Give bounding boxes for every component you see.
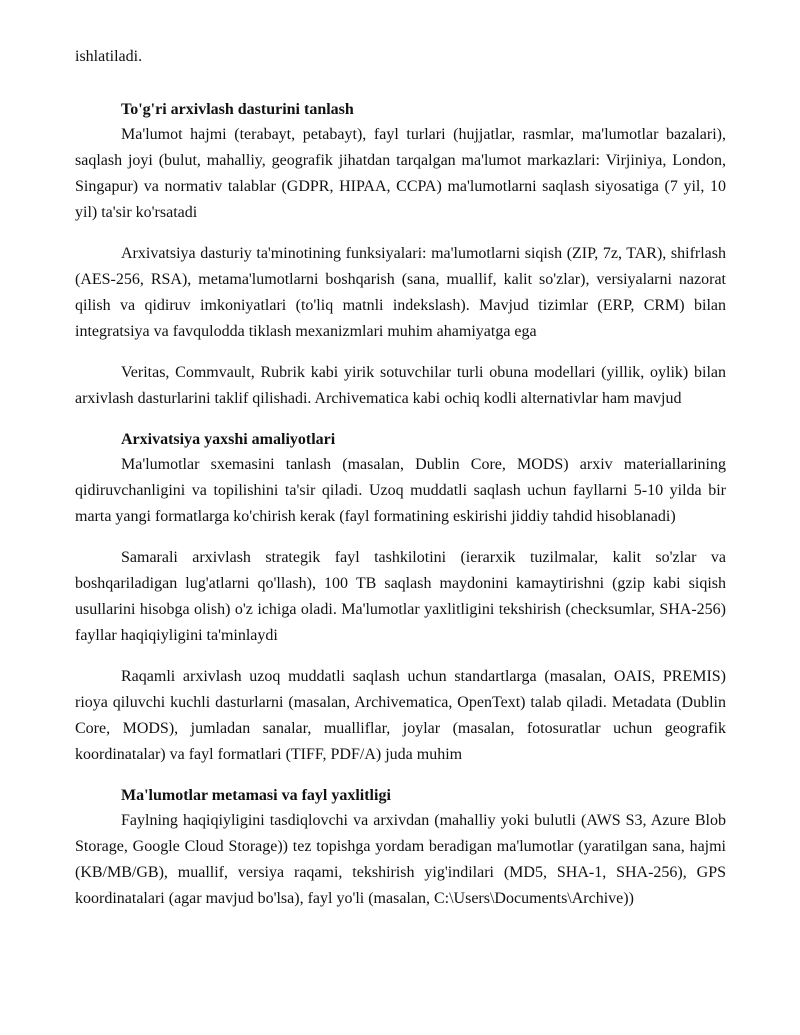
section-software-selection <box>75 98 726 412</box>
paragraph: Ma'lumotlar sxemasini tanlash (masalan, Dublin Core, MODS) arxiv materiallarining qidiruvchanligini va topilishini ta'sir qiladi. Uzoq muddatli saqlash uchun fayllarni 5-10 yilda bir marta yangi formatlarga ko'chirish kerak (fayl formatining eskirishi jiddiy tahdid hisoblanadi) <box>75 456 726 525</box>
section-heading: Arxivatsiya yaxshi amaliyotlari <box>121 431 336 448</box>
paragraph: Arxivatsiya dasturiy ta'minotining funksiyalari: ma'lumotlarni siqish (ZIP, 7z, TAR), shifrlash (AES-256, RSA), metama'lumotlarni boshqarish (sana, muallif, kalit so'zlar), versiyalarni nazorat qilish va qidiruv imkoniyatlari (to'liq matnli indekslash). Mavjud tizimlar (ERP, CRM) bilan integratsiya va favqulodda tiklash mexanizmlari muhim ahamiyatga ega <box>75 245 726 340</box>
section-best-practices <box>75 428 726 768</box>
paragraph: Faylning haqiqiyligini tasdiqlovchi va arxivdan (mahalliy yoki bulutli (AWS S3, Azure Blob Storage, Google Cloud Storage)) tez topishga yordam beradigan ma'lumotlar (yaratilgan sana, hajmi (KB/MB/GB), muallif, versiya raqami, tekshirish yig'indilari (MD5, SHA-1, SHA-256), GPS koordinatalari (agar mavjud bo'lsa), fayl yo'li (masalan, C:\Users\Documents\Archive)) <box>75 812 726 907</box>
paragraph: Ma'lumot hajmi (terabayt, petabayt), fayl turlari (hujjatlar, rasmlar, ma'lumotlar bazalari), saqlash joyi (bulut, mahalliy, geografik jihatdan tarqalgan ma'lumot markazlari: Virjiniya, London, Singapur) va normativ talablar (GDPR, HIPAA, CCPA) ma'lumotlarni saqlash siyosatiga (7 yil, 10 yil) ta'sir ko'rsatadi <box>75 126 726 221</box>
section-metadata-integrity <box>75 784 726 912</box>
document-page <box>75 44 726 928</box>
paragraph: Raqamli arxivlash uzoq muddatli saqlash uchun standartlarga (masalan, OAIS, PREMIS) rioya qiluvchi kuchli dasturlarni (masalan, Archivematica, OpenText) talab qiladi. Metadata (Dublin Core, MODS), jumladan sanalar, mualliflar, joylar (masalan, fotosuratlar uchun geografik koordinatalar) va fayl formatlari (TIFF, PDF/A) juda muhim <box>75 668 726 763</box>
section-heading: Ma'lumotlar metamasi va fayl yaxlitligi <box>121 787 391 804</box>
lead-text: ishlatiladi. <box>75 48 143 65</box>
paragraph: Samarali arxivlash strategik fayl tashkilotini (ierarxik tuzilmalar, kalit so'zlar va boshqariladigan lug'atlarni qo'llash), 100 TB saqlash maydonini kamaytirishni (gzip kabi siqish usullarini hisobga olish) o'z ichiga oladi. Ma'lumotlar yaxlitligini tekshirish (checksumlar, SHA-256) fayllar haqiqiyligini ta'minlaydi <box>75 549 726 644</box>
paragraph: Veritas, Commvault, Rubrik kabi yirik sotuvchilar turli obuna modellari (yillik, oylik) bilan arxivlash dasturlarini taklif qilishadi. Archivematica kabi ochiq kodli alternativlar ham mavjud <box>75 364 726 407</box>
section-heading: To'g'ri arxivlash dasturini tanlash <box>121 101 354 118</box>
